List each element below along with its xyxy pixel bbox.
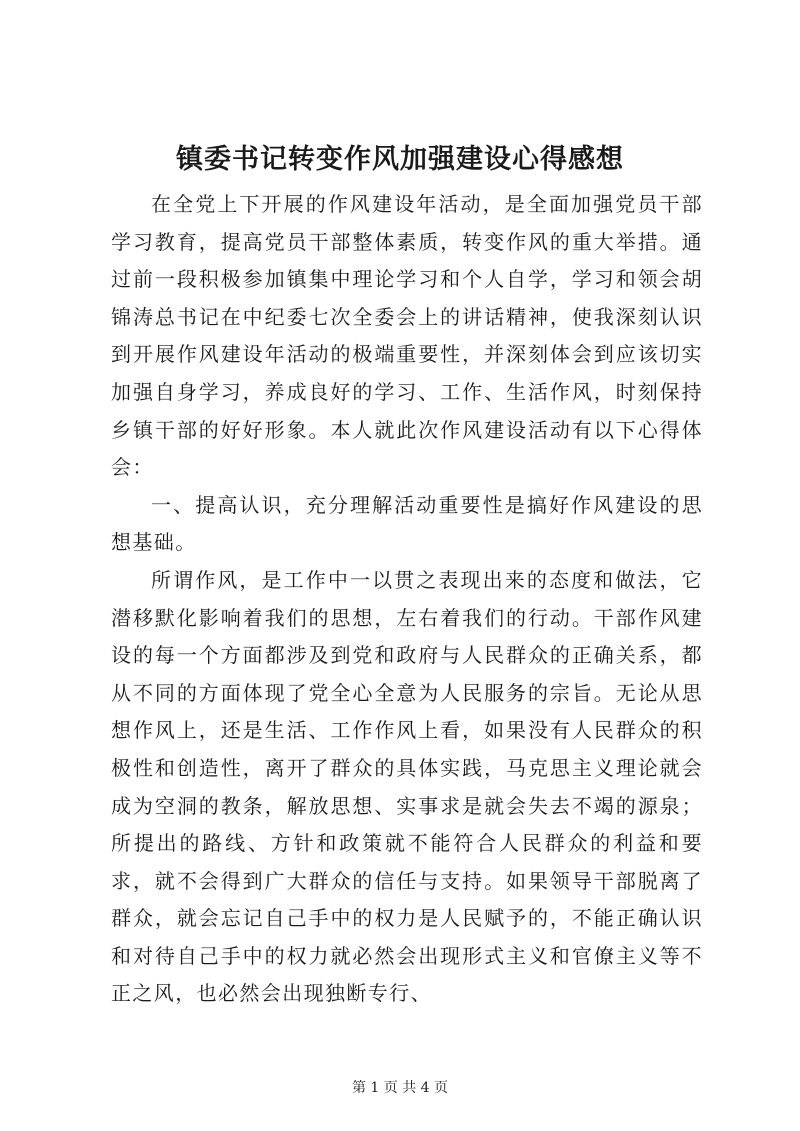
page-number: 第 1 页 — [351, 1080, 398, 1096]
document-title: 镇委书记转变作风加强建设心得感想 — [176, 144, 624, 175]
document-body — [111, 186, 703, 1013]
page-total: 共 4 页 — [402, 1080, 449, 1096]
page-footer — [0, 1078, 800, 1098]
paragraph-intro: 在全党上下开展的作风建设年活动，是全面加强党员干部学习教育，提高党员干部整体素质，转变作风的重大举措。通过前一段积极参加镇集中理论学习和个人自学，学习和领会胡锦涛总书记在中纪委七次全委会上的讲话精神，使我深刻认识到开展作风建设年活动的极端重要性，并深刻体会到应该切实加强自身学习，养成良好的学习、工作、生活作风，时刻保持乡镇干部的好好形象。本人就此次作风建设活动有以下心得体会： — [111, 192, 703, 480]
paragraph-body: 所谓作风，是工作中一以贯之表现出来的态度和做法，它潜移默化影响着我们的思想，左右着我们的行动。干部作风建设的每一个方面都涉及到党和政府与人民群众的正确关系，都从不同的方面体现了党全心全意为人民服务的宗旨。无论从思想作风上，还是生活、工作作风上看，如果没有人民群众的积极性和创造性，离开了群众的具体实践，马克思主义理论就会成为空洞的教条，解放思想、实事求是就会失去不竭的源泉；所提出的路线、方针和政策就不能符合人民群众的利益和要求，就不会得到广大群众的信任与支持。如果领导干部脱离了群众，就会忘记自己手中的权力是人民赋予的，不能正确认识和对待自己手中的权力就必然会出现形式主义和官僚主义等不正之风，也必然会出现独断专行、 — [111, 567, 703, 1006]
paragraph-section-heading: 一、提高认识，充分理解活动重要性是搞好作风建设的思想基础。 — [111, 492, 703, 555]
